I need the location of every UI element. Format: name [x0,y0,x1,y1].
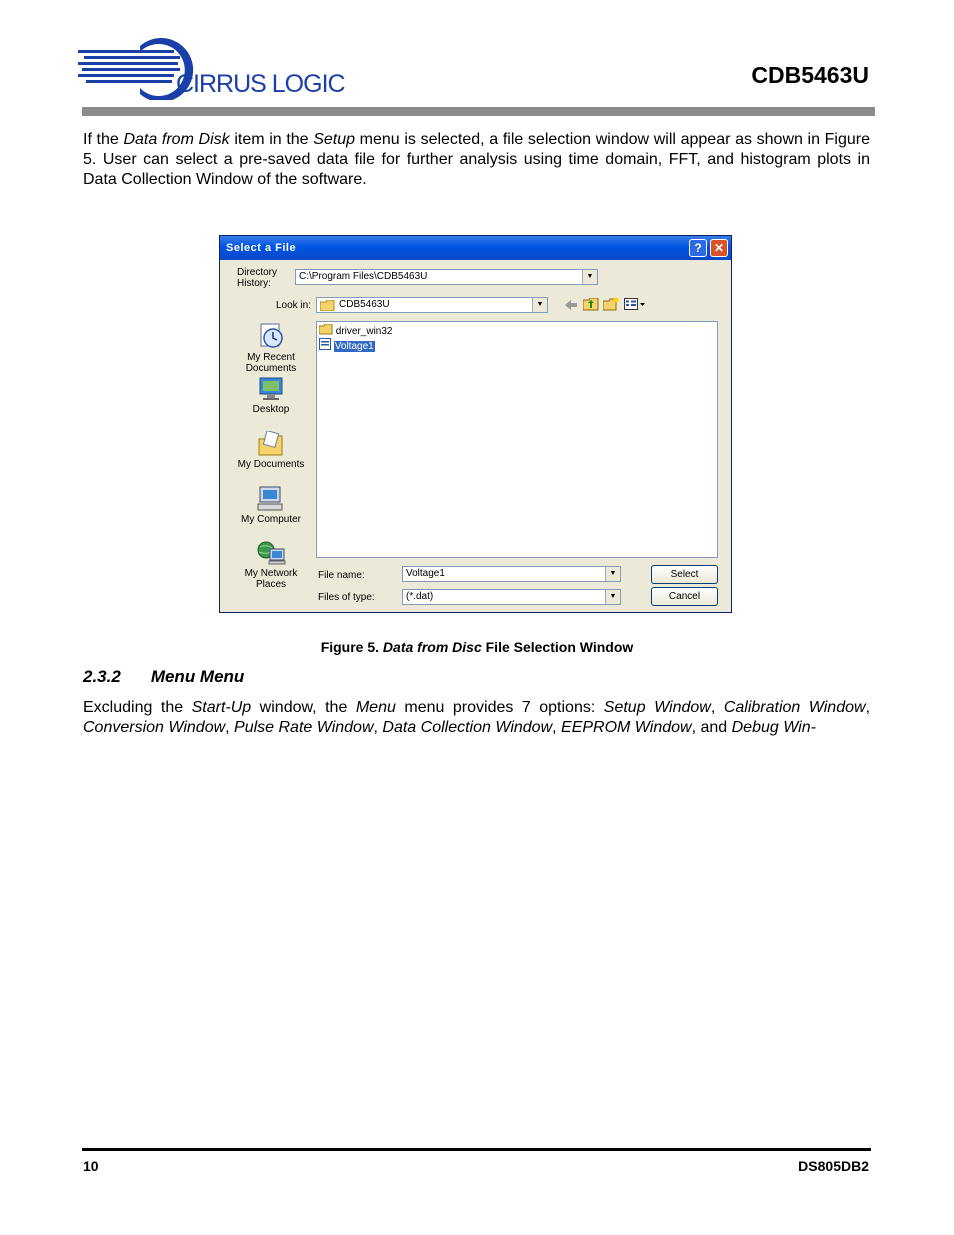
file-name-label: File name: [318,570,365,581]
file-list[interactable] [316,321,718,558]
cirrus-logic-logo [78,36,358,100]
close-button[interactable]: ✕ [710,239,728,257]
chevron-down-icon[interactable]: ▼ [582,270,597,284]
cancel-button[interactable]: Cancel [651,587,718,606]
place-my-computer[interactable]: My Computer [234,486,308,525]
place-desktop[interactable]: Desktop [234,376,308,415]
look-in-value: CDB5463U [339,299,390,310]
directory-history-label: Directory History: [237,267,278,289]
data-file-icon [319,338,331,350]
figure-caption: Figure 5. Data from Disc File Selection Window [320,639,634,655]
look-in-label: Look in: [276,300,312,311]
dialog-title-bar[interactable] [220,236,731,260]
section-title: Menu Menu [150,667,245,686]
new-folder-icon[interactable] [603,297,619,311]
help-button[interactable]: ? [689,239,707,257]
footer-rule [82,1148,871,1151]
svg-text:CIRRUS LOGIC: CIRRUS LOGIC [176,70,345,98]
desktop-icon [257,376,285,402]
chevron-down-icon[interactable]: ▼ [605,590,620,604]
my-computer-icon [256,486,286,512]
intro-paragraph: If the Data from Disk item in the Setup menu is selected, a file selection window will appear as shown in Figure 5. User can select a pre-saved data file for further analysis using time domain, FFT, and histogram plots in Data Collection Window of the software. [83,131,871,188]
directory-history-value: C:\Program Files\CDB5463U [299,271,428,282]
file-name-input[interactable] [402,566,621,582]
header-rule [82,107,875,116]
files-of-type-value: (*.dat) [406,591,434,602]
view-menu-icon[interactable] [624,298,646,311]
page-number: 10 [83,1158,99,1174]
document-title: CDB5463U [751,62,869,88]
select-button[interactable]: Select [651,565,718,584]
section-number: 2.3.2 [83,667,121,686]
look-in-combo[interactable] [316,297,548,313]
recent-documents-icon [257,322,285,350]
file-name-value: Voltage1 [406,568,445,579]
directory-history-combo[interactable] [295,269,598,285]
back-arrow-icon[interactable] [564,299,578,311]
list-item-folder[interactable] [319,324,392,337]
file-name: driver_win32 [335,326,393,337]
place-my-recent-documents[interactable]: My Recent Documents [234,322,308,374]
section-heading [83,667,244,687]
up-folder-icon[interactable] [583,298,599,311]
place-my-network-places[interactable]: My Network Places [234,540,308,590]
folder-icon [319,324,333,335]
list-item-file-selected[interactable] [319,338,375,351]
folder-icon [320,300,336,311]
chevron-down-icon[interactable]: ▼ [605,567,620,581]
my-documents-icon [257,431,285,457]
chevron-down-icon[interactable]: ▼ [532,298,547,312]
files-of-type-label: Files of type: [318,592,375,603]
network-places-icon [256,540,286,566]
file-name: Voltage1 [334,341,374,352]
dialog-title: Select a File [226,242,297,254]
menu-paragraph: Excluding the Start-Up window, the Menu menu provides 7 options: Setup Window, Calibration Window, Conversion Window, Pulse Rate Window, Data Collection Window, EEPROM Window, and Debug Win- [83,699,871,736]
place-my-documents[interactable]: My Documents [234,431,308,470]
files-of-type-select[interactable] [402,589,621,605]
document-id: DS805DB2 [798,1158,869,1174]
select-file-dialog [219,235,732,613]
